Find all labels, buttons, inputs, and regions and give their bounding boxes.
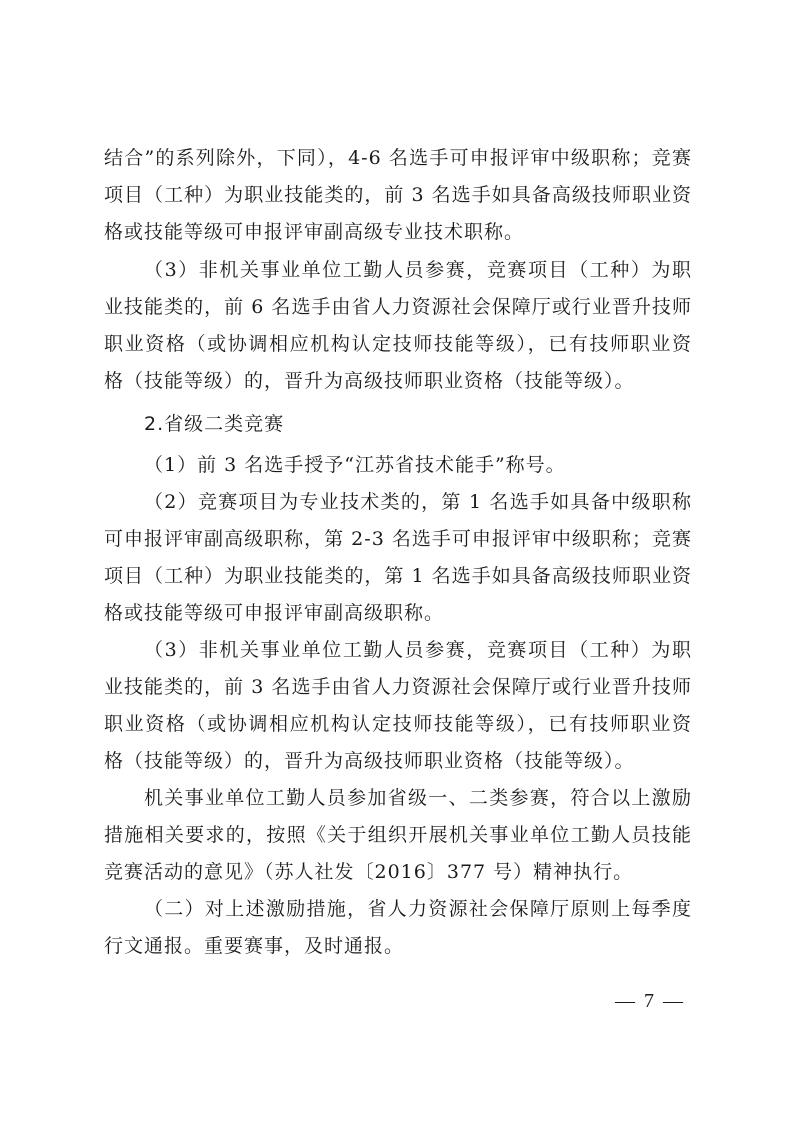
paragraph-item-3: （3）非机关事业单位工勤人员参赛，竞赛项目（工种）为职业技能类的，前 3 名选手由省人力资源社会保障厅或行业晋升技师职业资格（或协调相应机构认定技师技能等级），已有技师职业资格（技能等级）的，晋升为高级技师职业资格（技能等级）。 (104, 639, 692, 772)
paragraph-staff-participation: 机关事业单位工勤人员参加省级一、二类参赛，符合以上激励措施相关要求的，按照《关于组织开展机关事业单位工勤人员技能竞赛活动的意见》（苏人社发〔2016〕377 号）精神执行。 (104, 787, 692, 883)
page-number: — 7 — (615, 990, 685, 1012)
paragraph-notification: （二）对上述激励措施，省人力资源社会保障厅原则上每季度行文通报。重要赛事，及时通报。 (104, 898, 692, 957)
paragraph-item-3-non-staff: （3）非机关事业单位工勤人员参赛，竞赛项目（工种）为职业技能类的，前 6 名选手由省人力资源社会保障厅或行业晋升技师职业资格（或协调相应机构认定技师技能等级），已有技师职业资格（技能等级）的，晋升为高级技师职业资格（技能等级）。 (104, 259, 692, 392)
section-heading-provincial-class-2: 2.省级二类竞赛 (144, 413, 285, 435)
paragraph-continuation: 结合”的系列除外，下同），4-6 名选手可申报评审中级职称；竞赛项目（工种）为职业技能类的，前 3 名选手如具备高级技师职业资格或技能等级可申报评审副高级专业技术职称。 (104, 147, 692, 243)
paragraph-item-2: （2）竞赛项目为专业技术类的，第 1 名选手如具备中级职称可申报评审副高级职称，第 2-3 名选手可申报评审中级职称；竞赛项目（工种）为职业技能类的，第 1 名选手如具备高级技师职业资格或技能等级可申报评审副高级职称。 (104, 491, 692, 624)
paragraph-item-1: （1）前 3 名选手授予“江苏省技术能手”称号。 (144, 454, 566, 476)
